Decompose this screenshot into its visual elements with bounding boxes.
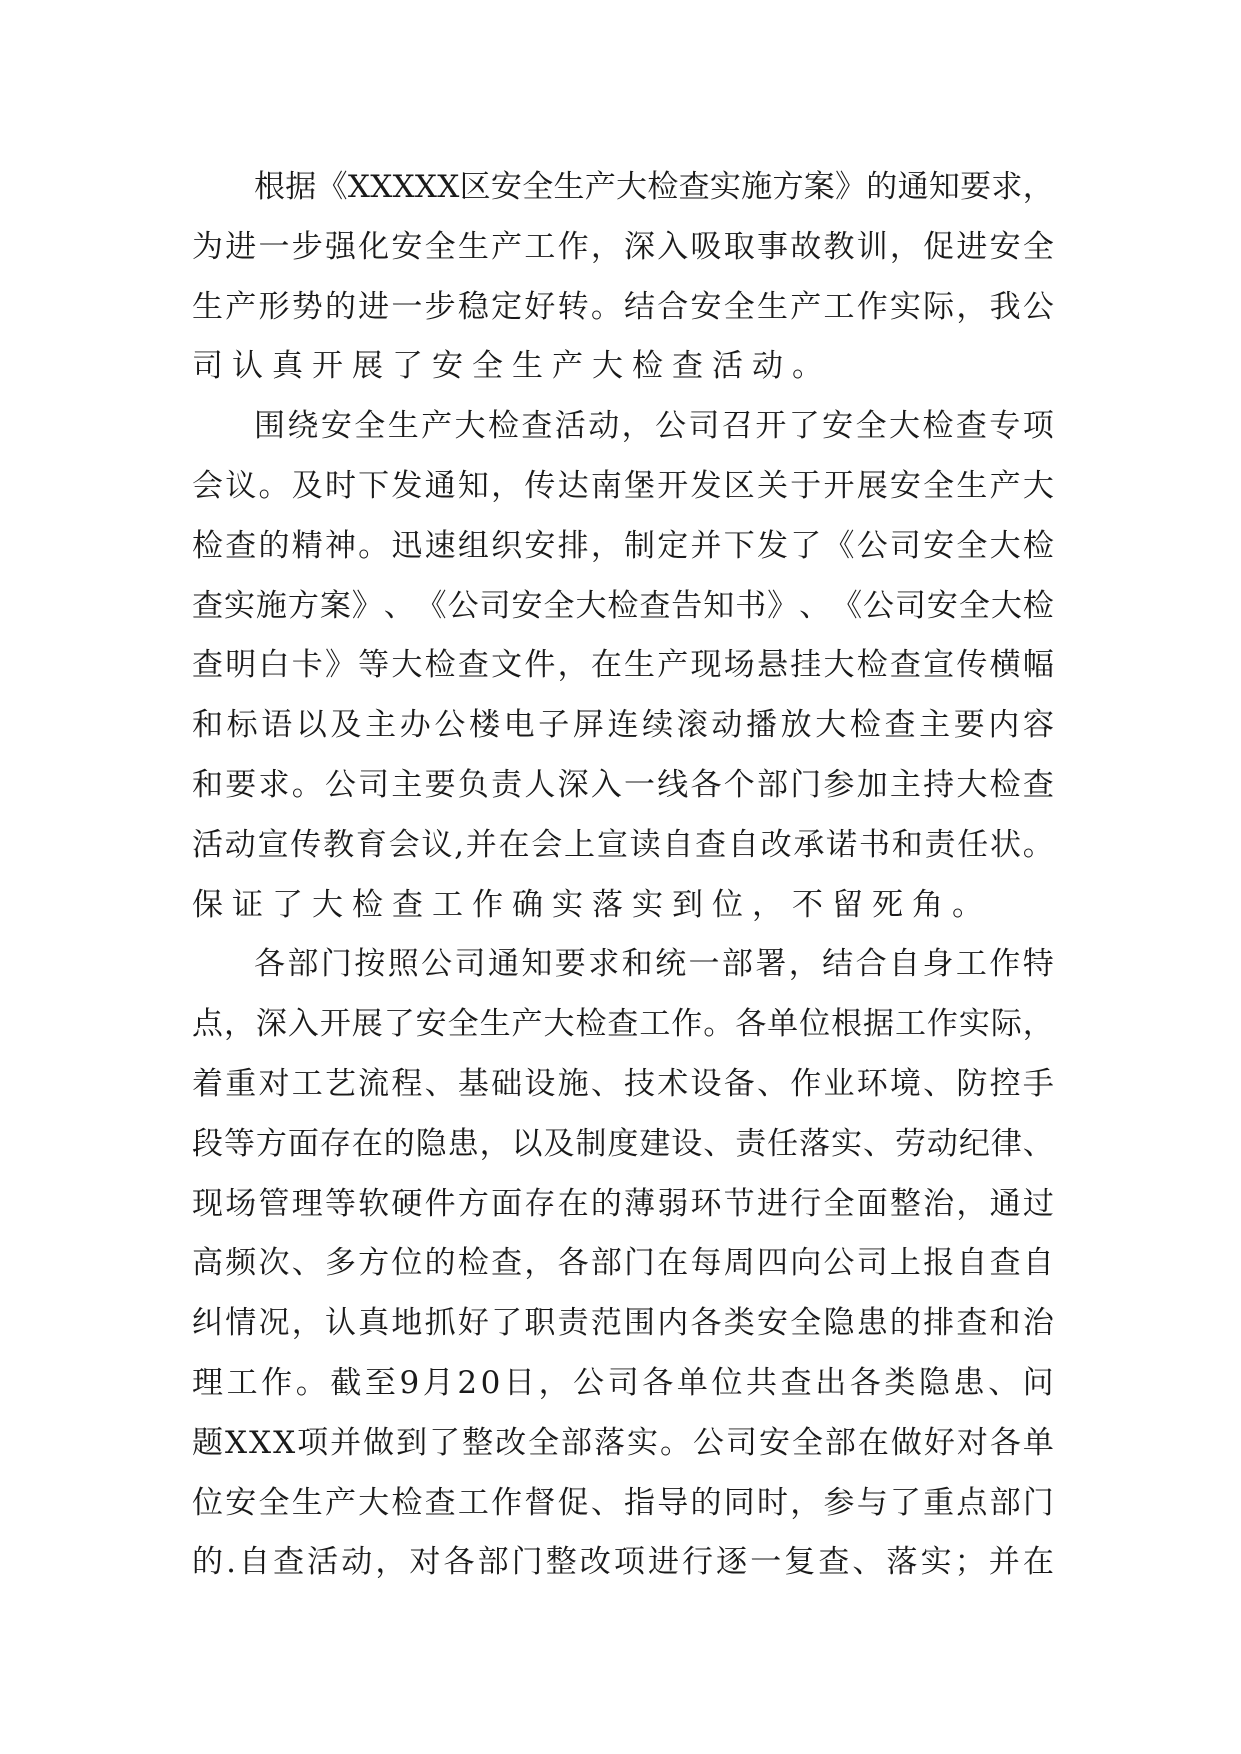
text-line: 段 等 方 面 存 在 的 隐 患 ， 以 及 制 度 建 设 、 责 任 落 实 、 劳 动 纪 律 、 [192,1125,1054,1162]
text-line: 保证了大检查工作确实落实到位，不留死角。 [192,886,992,923]
paragraph-1 [192,158,1054,397]
body-text [192,158,1054,1593]
text-line: 检 查 的 精 神 。 迅 速 组 织 安 排 ， 制 定 并 下 发 了 《 公 司 安 全 大 检 [192,527,1054,564]
text-line: 为 进 一 步 强 化 安 全 生 产 工 作 ， 深 入 吸 取 事 故 教 训 ， 促 进 安 全 [192,228,1054,265]
text-line: 位 安 全 生 产 大 检 查 工 作 督 促 、 指 导 的 同 时 ， 参 与 了 重 点 部 门 [192,1484,1054,1521]
text-line: 查 实 施 方 案 》 、 《 公 司 安 全 大 检 查 告 知 书 》 、 《 公 司 安 全 大 检 [192,587,1054,624]
text-line: 点 ， 深 入 开 展 了 安 全 生 产 大 检 查 工 作 。 各 单 位 根 据 工 作 实 际 ， [192,1006,1054,1043]
text-line: 纠 情 况 ， 认 真 地 抓 好 了 职 责 范 围 内 各 类 安 全 隐 患 的 排 查 和 治 [192,1305,1054,1342]
text-line: 会 议 。 及 时 下 发 通 知 ， 传 达 南 堡 开 发 区 关 于 开 展 安 全 生 产 大 [192,467,1054,504]
text-line: 活 动 宣 传 教 育 会 议 , 并 在 会 上 宣 读 自 查 自 改 承 诺 书 和 责 任 状 。 [192,826,1054,863]
paragraph-2 [192,397,1054,935]
paragraph-3 [192,935,1054,1593]
text-line: 生 产 形 势 的 进 一 步 稳 定 好 转 。 结 合 安 全 生 产 工 作 实 际 ， 我 公 [192,288,1054,325]
text-line: 高 频 次 、 多 方 位 的 检 查 ， 各 部 门 在 每 周 四 向 公 司 上 报 自 查 自 [192,1245,1054,1282]
text-line: 根 据 《 X X X X X 区 安 全 生 产 大 检 查 实 施 方 案 》 的 通 知 要 求 ， [254,169,1054,205]
text-line: 的 . 自 查 活 动 ， 对 各 部 门 整 改 项 进 行 逐 一 复 查 、 落 实 ； 并 在 [192,1544,1054,1581]
text-line: 现 场 管 理 等 软 硬 件 方 面 存 在 的 薄 弱 环 节 进 行 全 面 整 治 ， 通 过 [192,1185,1054,1222]
text-line: 查 明 白 卡 》 等 大 检 查 文 件 ， 在 生 产 现 场 悬 挂 大 检 查 宣 传 横 幅 [192,647,1054,684]
text-line: 司认真开展了安全生产大检查活动。 [192,348,832,385]
text-line: 和 标 语 以 及 主 办 公 楼 电 子 屏 连 续 滚 动 播 放 大 检 查 主 要 内 容 [192,707,1054,744]
text-line: 理 工 作 。 截 至 9 月 2 0 日 ， 公 司 各 单 位 共 查 出 各 类 隐 患 、 问 [192,1364,1054,1401]
text-line: 题 X X X 项 并 做 到 了 整 改 全 部 落 实 。 公 司 安 全 部 在 做 好 对 各 单 [192,1424,1054,1461]
text-line: 着 重 对 工 艺 流 程 、 基 础 设 施 、 技 术 设 备 、 作 业 环 境 、 防 控 手 [192,1065,1054,1102]
text-line: 和 要 求 。 公 司 主 要 负 责 人 深 入 一 线 各 个 部 门 参 加 主 持 大 检 查 [192,766,1054,803]
text-line: 各 部 门 按 照 公 司 通 知 要 求 和 统 一 部 署 ， 结 合 自 身 工 作 特 [254,946,1054,983]
text-line: 围 绕 安 全 生 产 大 检 查 活 动 ， 公 司 召 开 了 安 全 大 检 查 专 项 [254,408,1054,445]
